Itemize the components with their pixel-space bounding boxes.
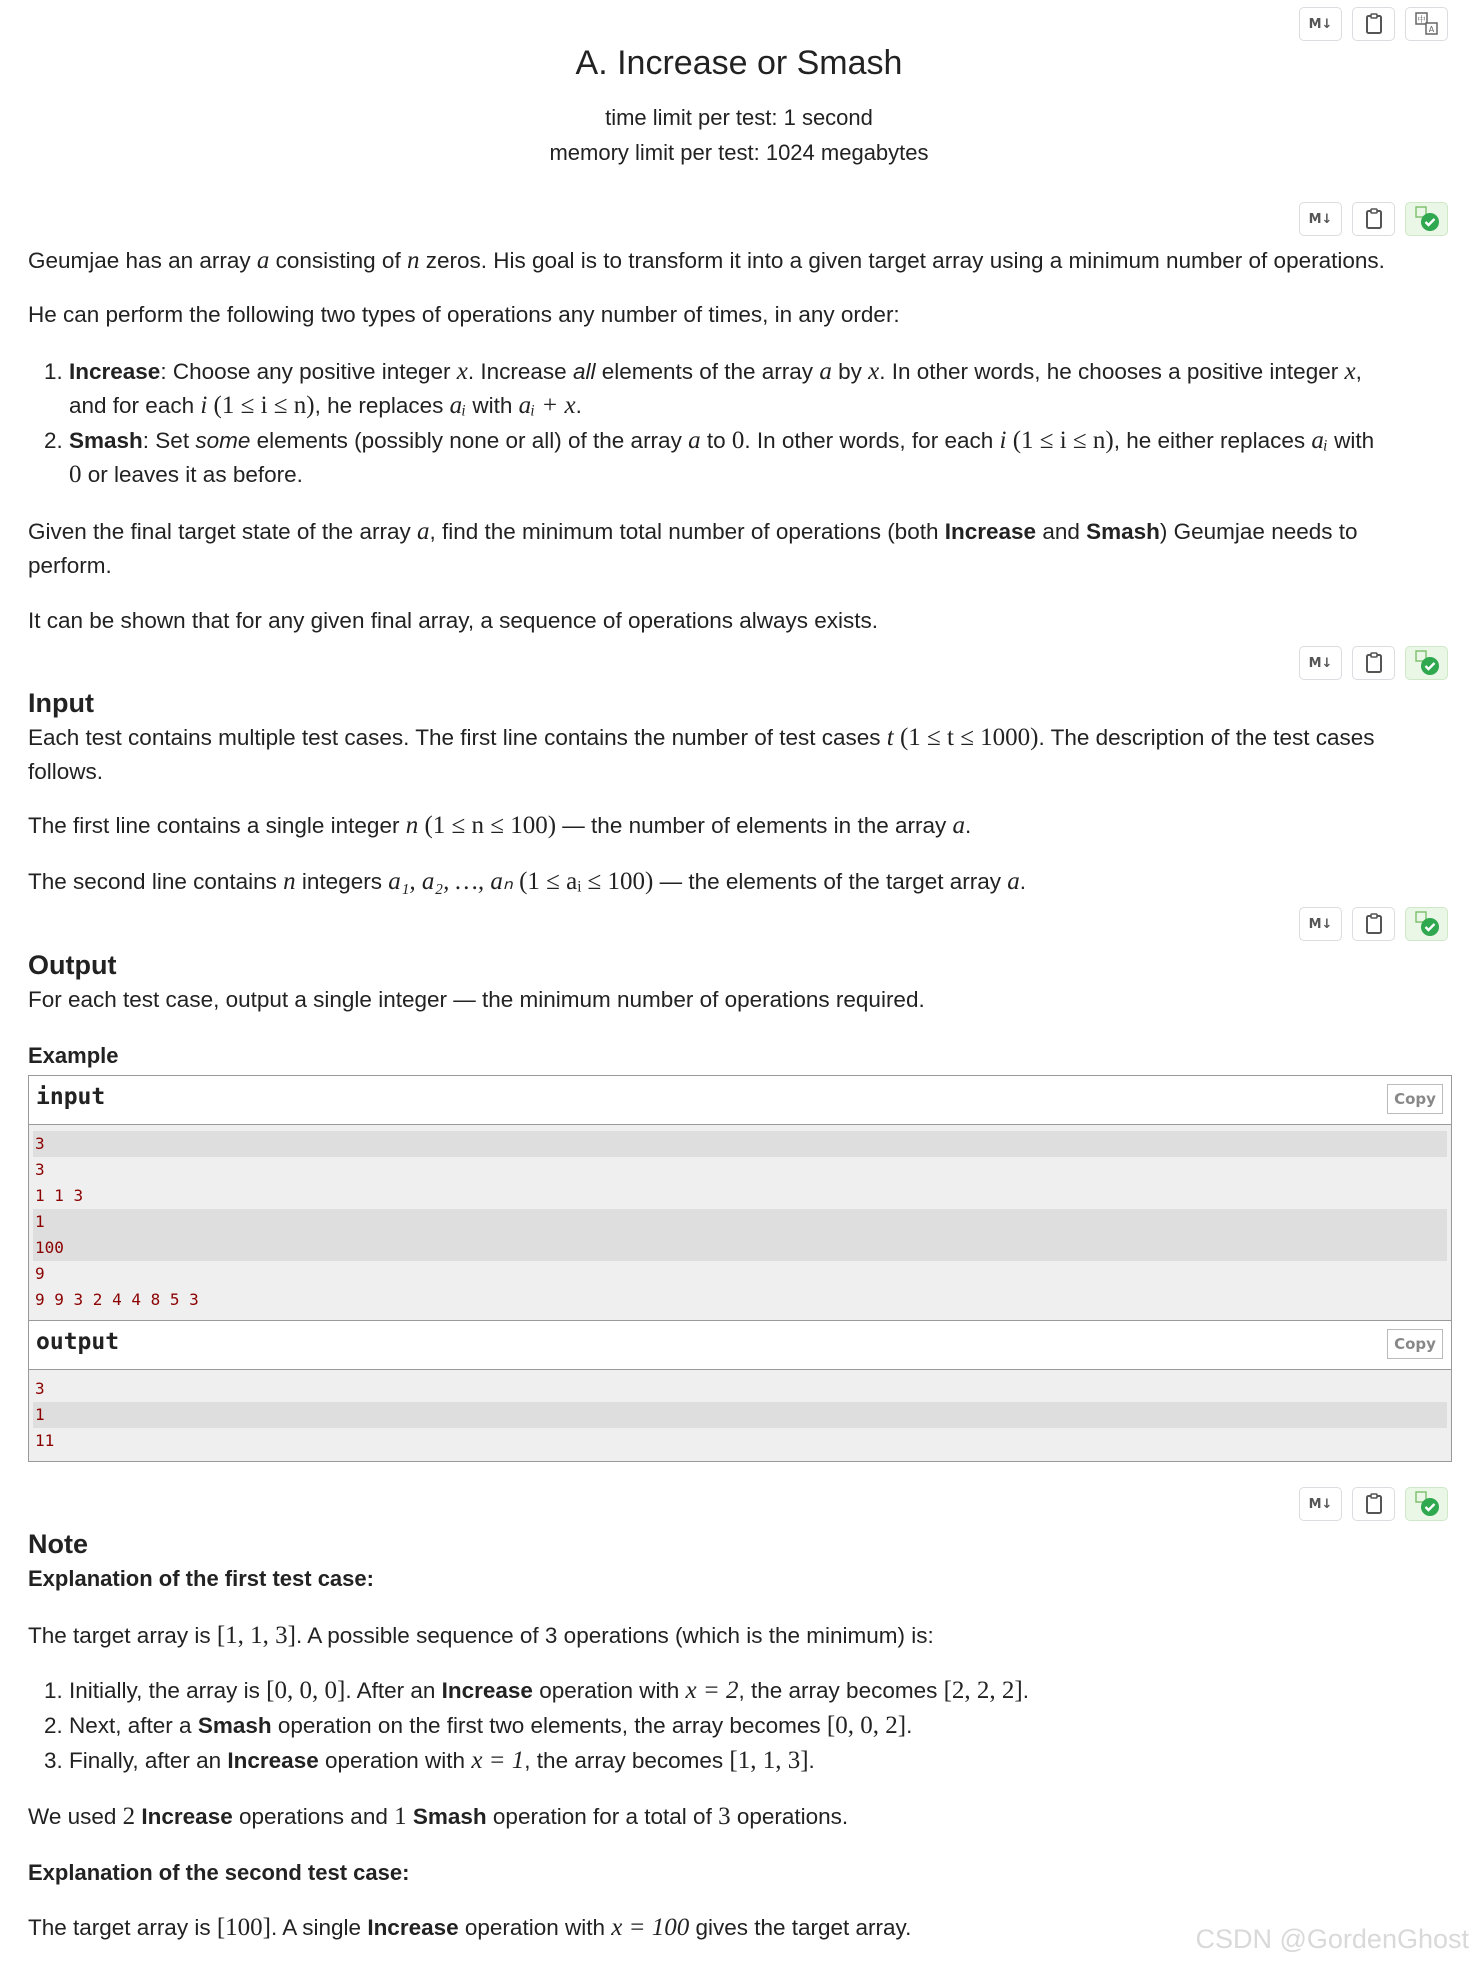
markdown-icon: M↓: [1308, 1496, 1333, 1512]
sample-output-label: output: [36, 1329, 120, 1355]
note-target-2: The target array is [100]. A single Increase operation with x = 100 gives the target array.: [28, 1914, 912, 1941]
markdown-icon: M↓: [1308, 211, 1333, 227]
operation-increase: 1. Increase: Choose any positive integer x. Increase all elements of the array a by x. In other words, he chooses a positive integer x, and for each i (1 ≤ i ≤ n), he replaces aᵢ with aᵢ + x.: [44, 358, 1362, 419]
copy-button[interactable]: [1352, 907, 1395, 941]
input-paragraph-2: The first line contains a single integer n (1 ≤ n ≤ 100) — the number of elements in the array a.: [28, 812, 972, 839]
sample-input-line: 1: [33, 1209, 1447, 1235]
output-paragraph: For each test case, output a single integer — the minimum number of operations required.: [28, 987, 925, 1012]
sample-input-line: 3: [33, 1131, 1447, 1157]
input-toolbar: [1299, 646, 1448, 680]
clipboard-icon: [1365, 913, 1383, 935]
clipboard-icon: [1365, 208, 1383, 230]
input-paragraph-1: Each test contains multiple test cases. The first line contains the number of test cases t (1 ≤ t ≤ 1000). The description of the test cases follows.: [28, 724, 1375, 784]
copy-button[interactable]: [1352, 646, 1395, 680]
translate-done-icon: [1413, 910, 1441, 938]
sample-output-line: 3: [35, 1379, 45, 1398]
sample-output-line: 11: [35, 1431, 55, 1450]
output-heading: Output: [28, 950, 117, 980]
example-box: [28, 1075, 1452, 1462]
clipboard-icon: [1365, 1493, 1383, 1515]
sample-input: [29, 1125, 1451, 1320]
translate-button[interactable]: [1405, 1487, 1448, 1521]
operation-smash: 2. Smash: Set some elements (possibly none or all) of the array a to 0. In other words, for each i (1 ≤ i ≤ n), he either replaces aᵢ with 0 or leaves it as before.: [44, 427, 1375, 488]
memory-limit: memory limit per test: 1024 megabytes: [549, 140, 929, 165]
statement-toolbar: [1299, 202, 1448, 236]
sample-output-line: 1: [33, 1402, 1447, 1428]
translate-button[interactable]: [1405, 202, 1448, 236]
markdown-button[interactable]: [1299, 907, 1342, 941]
translate-done-icon: [1413, 205, 1441, 233]
sample-input-line: 1 1 3: [35, 1186, 84, 1205]
problem-title: A. Increase or Smash: [575, 44, 903, 82]
translate-done-icon: [1413, 1490, 1441, 1518]
statement-paragraph-2: He can perform the following two types of operations any number of times, in any order:: [28, 302, 900, 327]
input-heading: Input: [28, 688, 94, 718]
markdown-icon: M↓: [1308, 916, 1333, 932]
sample-output-header: [29, 1320, 1451, 1370]
translate-done-icon: [1413, 649, 1441, 677]
markdown-button[interactable]: [1299, 7, 1342, 41]
sample-input-header: [29, 1076, 1451, 1125]
copy-button[interactable]: [1352, 1487, 1395, 1521]
markdown-icon: M↓: [1308, 655, 1333, 671]
explanation-2-title: Explanation of the second test case:: [28, 1860, 410, 1885]
copy-input-button[interactable]: Copy: [1387, 1084, 1443, 1114]
note-step-1: 1. Initially, the array is [0, 0, 0]. After an Increase operation with x = 2, the array becomes [2, 2, 2].: [44, 1677, 1030, 1704]
svg-text:中: 中: [1417, 15, 1425, 24]
input-paragraph-3: The second line contains n integers a₁, a₂, …, aₙ (1 ≤ aᵢ ≤ 100) — the elements of the target array a.: [28, 868, 1027, 895]
translate-button[interactable]: [1405, 907, 1448, 941]
translate-button[interactable]: [1405, 646, 1448, 680]
sample-output: [29, 1370, 1451, 1461]
note-summary: We used 2 Increase operations and 1 Smash operation for a total of 3 operations.: [28, 1803, 849, 1830]
copy-button[interactable]: [1352, 7, 1395, 41]
sample-input-line: 3: [35, 1160, 45, 1179]
note-step-2: 2. Next, after a Smash operation on the first two elements, the array becomes [0, 0, 2].: [44, 1712, 913, 1739]
watermark: CSDN @GordenGhost: [1195, 1924, 1469, 1954]
statement-paragraph-1: Geumjae has an array a consisting of n zeros. His goal is to transform it into a given target array using a minimum number of operations.: [28, 247, 1385, 274]
note-toolbar: [1299, 1487, 1448, 1521]
clipboard-icon: [1365, 652, 1383, 674]
note-step-3: 3. Finally, after an Increase operation with x = 1, the array becomes [1, 1, 3].: [44, 1747, 815, 1774]
note-target-1: The target array is [1, 1, 3]. A possible sequence of 3 operations (which is the minimum) is:: [28, 1622, 934, 1649]
clipboard-icon: [1365, 13, 1383, 35]
sample-input-line: 100: [33, 1235, 1447, 1261]
markdown-button[interactable]: [1299, 646, 1342, 680]
output-toolbar: [1299, 907, 1448, 941]
svg-text:A: A: [1428, 25, 1434, 34]
translate-icon: [1414, 11, 1440, 37]
sample-input-label: input: [36, 1084, 106, 1110]
header-toolbar: [1299, 7, 1448, 41]
statement-paragraph-4: It can be shown that for any given final array, a sequence of operations always exists.: [28, 608, 879, 633]
sample-input-line: 9: [35, 1264, 45, 1283]
markdown-button[interactable]: [1299, 1487, 1342, 1521]
copy-output-button[interactable]: Copy: [1387, 1329, 1443, 1359]
note-heading: Note: [28, 1529, 88, 1559]
time-limit: time limit per test: 1 second: [605, 105, 873, 130]
copy-button[interactable]: [1352, 202, 1395, 236]
markdown-button[interactable]: [1299, 202, 1342, 236]
markdown-icon: M↓: [1308, 16, 1333, 32]
sample-input-line: 9 9 3 2 4 4 8 5 3: [35, 1290, 199, 1309]
translate-button[interactable]: [1405, 7, 1448, 41]
statement-paragraph-3: Given the final target state of the array a, find the minimum total number of operations (both Increase and Smash) Geumjae needs to perform.: [28, 518, 1358, 578]
explanation-1-title: Explanation of the first test case:: [28, 1566, 374, 1591]
example-heading: Example: [28, 1043, 119, 1068]
